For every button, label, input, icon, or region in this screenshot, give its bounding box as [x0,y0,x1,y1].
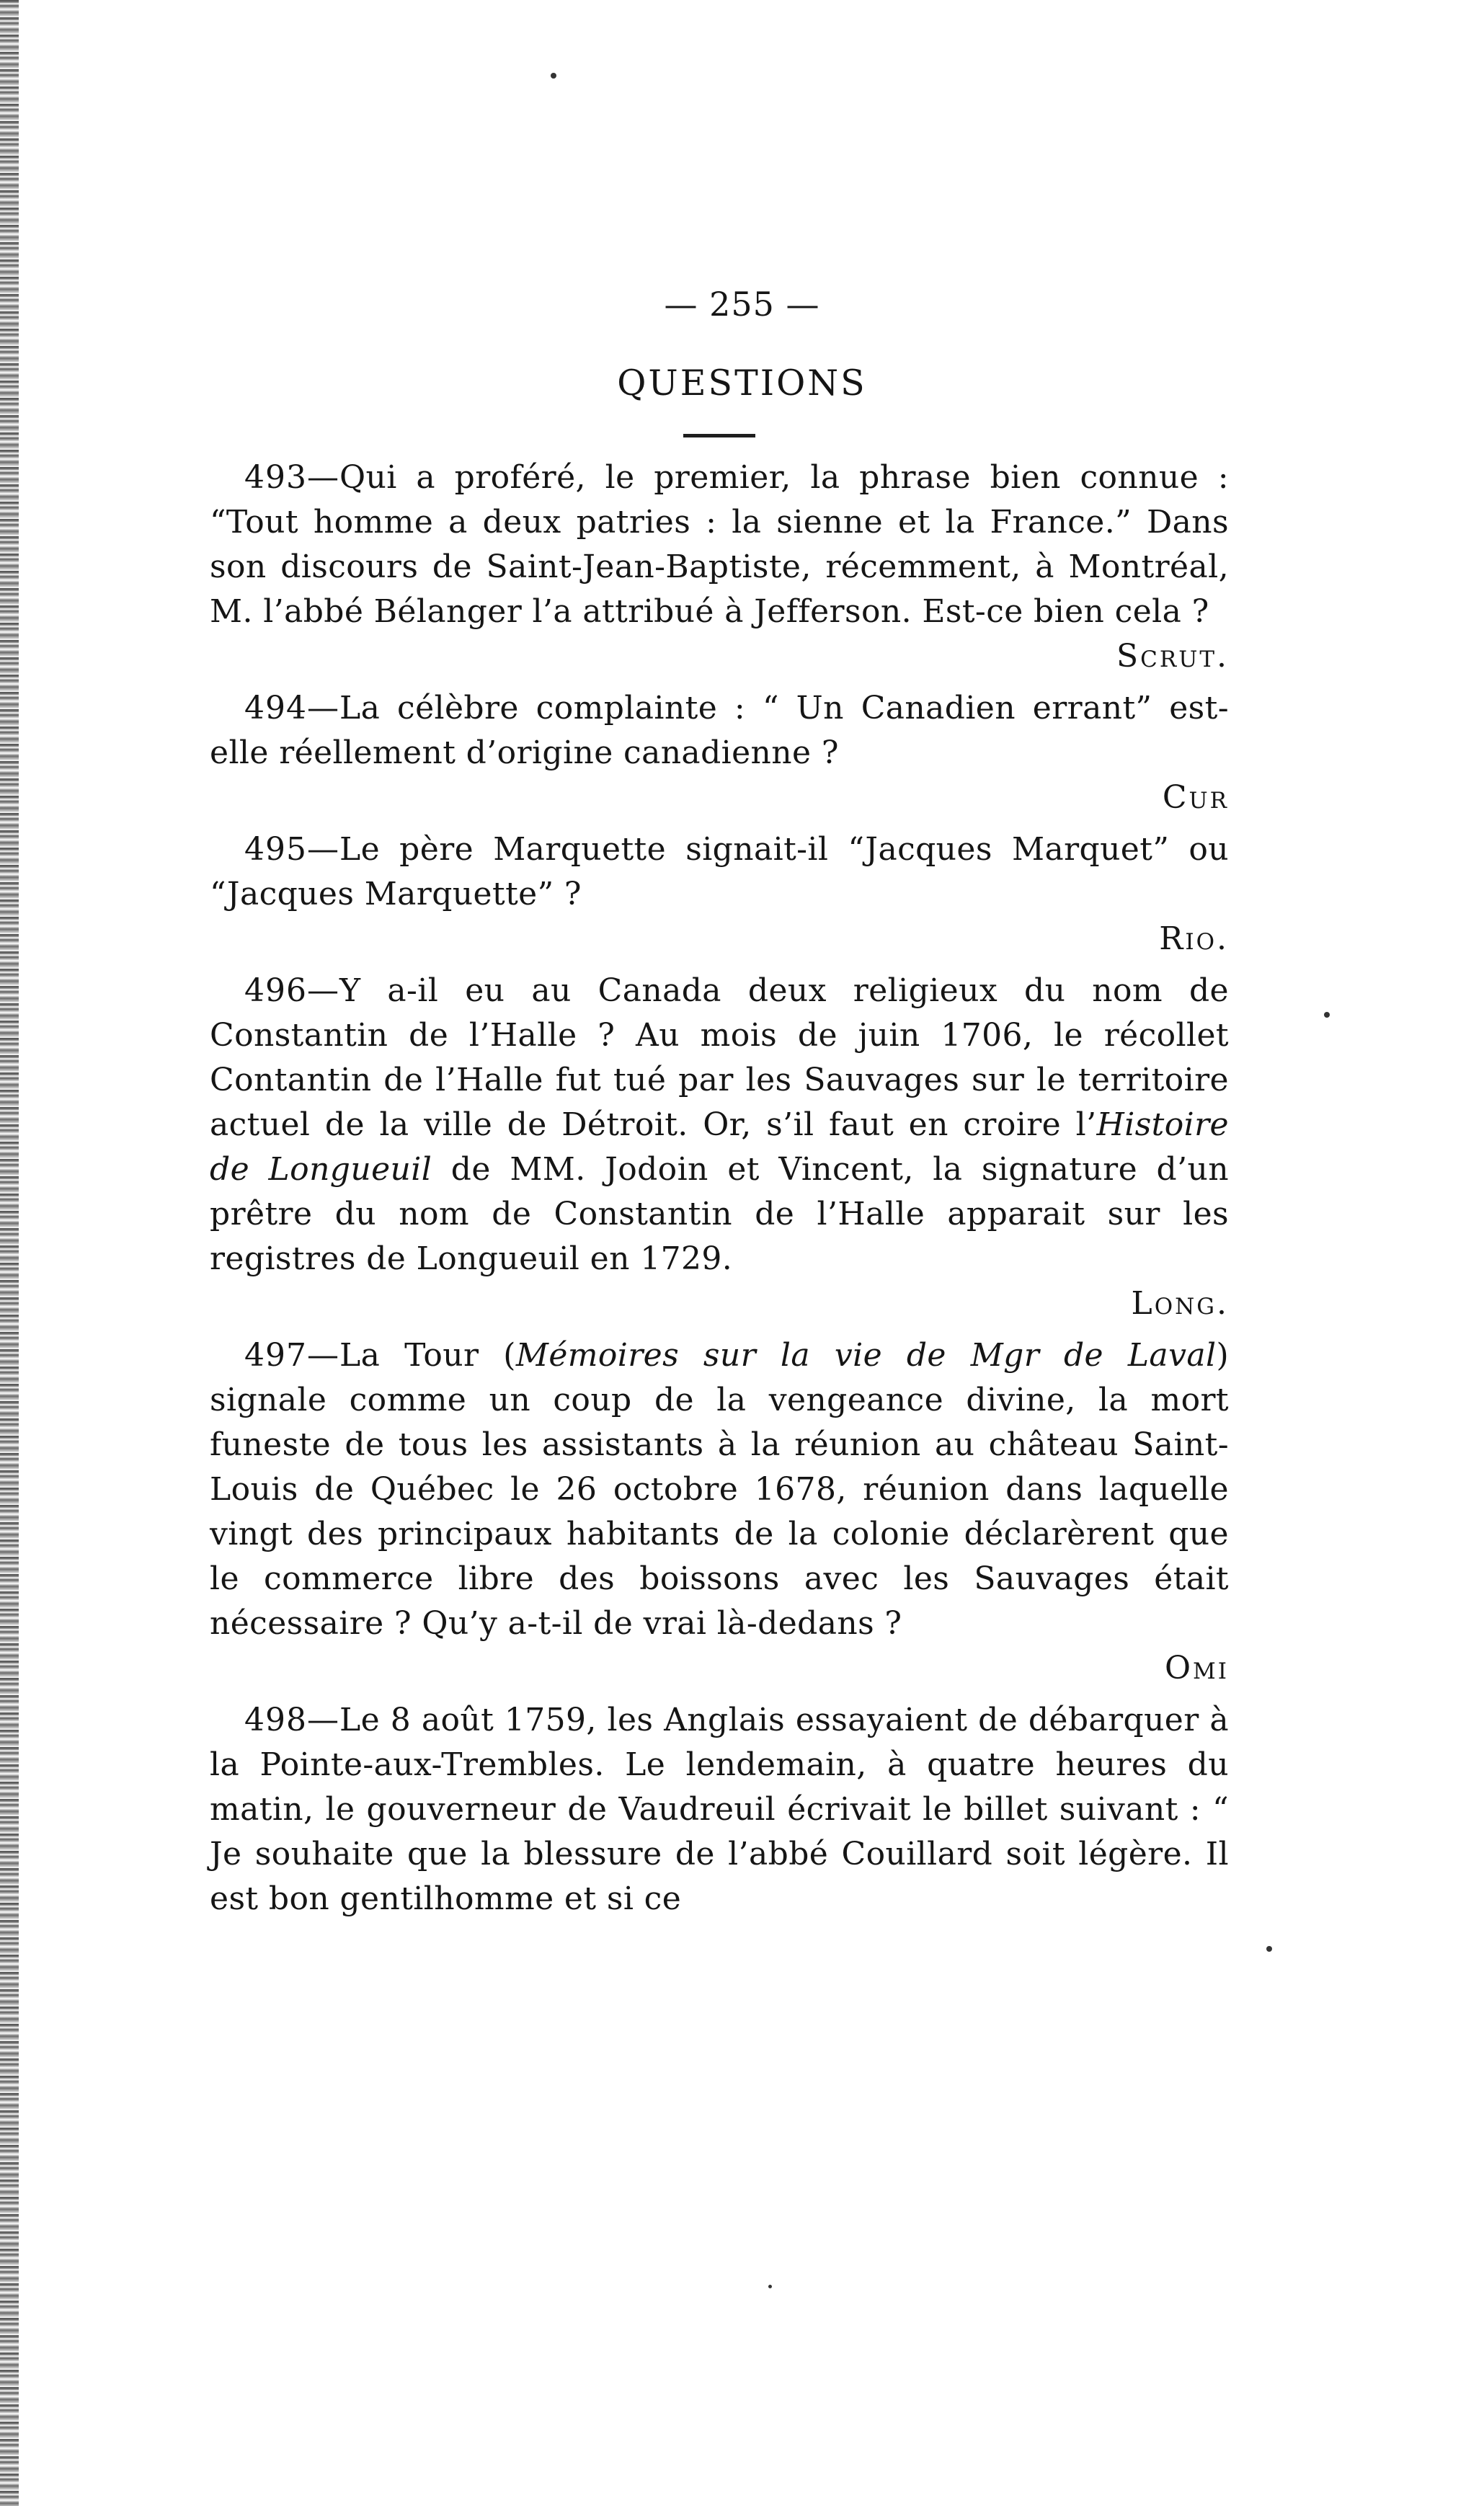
questions-text [210,456,1229,1921]
question-number: 493— [244,459,339,496]
book-title: Mémoires sur la vie de Mgr de Laval [515,1337,1217,1374]
question-497 [210,1333,1229,1691]
question-signature: Rio. [1159,920,1229,957]
question-498 [210,1698,1229,1921]
question-signature: Omi [1164,1650,1229,1687]
question-498-text [210,1698,1229,1921]
question-493 [210,456,1229,679]
page-number: — 255 — [664,285,820,324]
scan-speck [1324,1012,1330,1018]
question-497-text [210,1333,1229,1646]
scan-speck [551,73,556,79]
question-number: 494— [244,690,339,727]
question-body-start: Y a-il eu au Canada deux religieux du nom de Constantin de l’Halle ? Au mois de juin 1706, le récollet Contantin de l’Halle fut tué par les Sauvages sur le territoire actuel de la ville de Détroit. Or, s’il faut en croire l’ [210,972,1229,1143]
scan-speck [1266,1946,1272,1952]
question-body-end: de MM. Jodoin et Vincent, la signature d’un prêtre du nom de Constantin de l’Halle apparait sur les registres de Longueuil en 1729. [210,1151,1229,1277]
question-number: 495— [244,831,339,868]
book-title: Histoire de Longueuil [210,1106,1229,1188]
question-494 [210,686,1229,820]
section-title: QUESTIONS [617,363,867,404]
question-body-end: ) signale comme un coup de la vengeance divine, la mort funeste de tous les assistants à la réunion au château Saint-Louis de Québec le 26 octobre 1678, réunion dans laquelle vingt des principaux habitants de la colonie déclarèrent que le commerce libre des boissons avec les Sauvages était nécessaire ? Qu’y a-t-il de vrai là-dedans ? [210,1337,1230,1642]
question-body: Le 8 août 1759, les Anglais essayaient de débarquer à la Pointe-aux-Trembles. Le lendemain, à quatre heures du matin, le gouverneur de Vaudreuil écrivait le billet suivant : “ Je souhaite que la blessure de l’abbé Couillard soit légère. Il est bon gentilhomme et si ce [210,1702,1229,1917]
question-496 [210,969,1229,1326]
question-body: Qui a proféré, le premier, la phrase bien connue : “Tout homme a deux patries : la sienne et la France.” Dans son discours de Saint-Jean-Baptiste, récemment, à Montréal, M. l’abbé Bélanger l’a attribué à Jefferson. Est-ce bien cela ? [210,459,1229,630]
question-493-text [210,456,1229,634]
question-body: La célèbre complainte : “ Un Canadien errant” est-elle réellement d’origine canadienne ? [210,690,1229,771]
title-rule [683,434,755,437]
question-signature: Cur [1162,779,1229,816]
question-number: 496— [244,972,339,1009]
question-494-text [210,686,1229,776]
question-body: Le père Marquette signait-il “Jacques Marquet” ou “Jacques Marquette” ? [210,831,1229,912]
question-number: 497— [244,1337,339,1374]
question-signature: Long. [1131,1285,1229,1322]
question-number: 498— [244,1702,339,1738]
question-495 [210,827,1229,961]
question-signature: Scrut. [1116,638,1229,675]
scan-speck [768,2285,772,2288]
question-495-text [210,827,1229,917]
question-body-start: La Tour ( [339,1337,516,1374]
question-496-text [210,969,1229,1281]
